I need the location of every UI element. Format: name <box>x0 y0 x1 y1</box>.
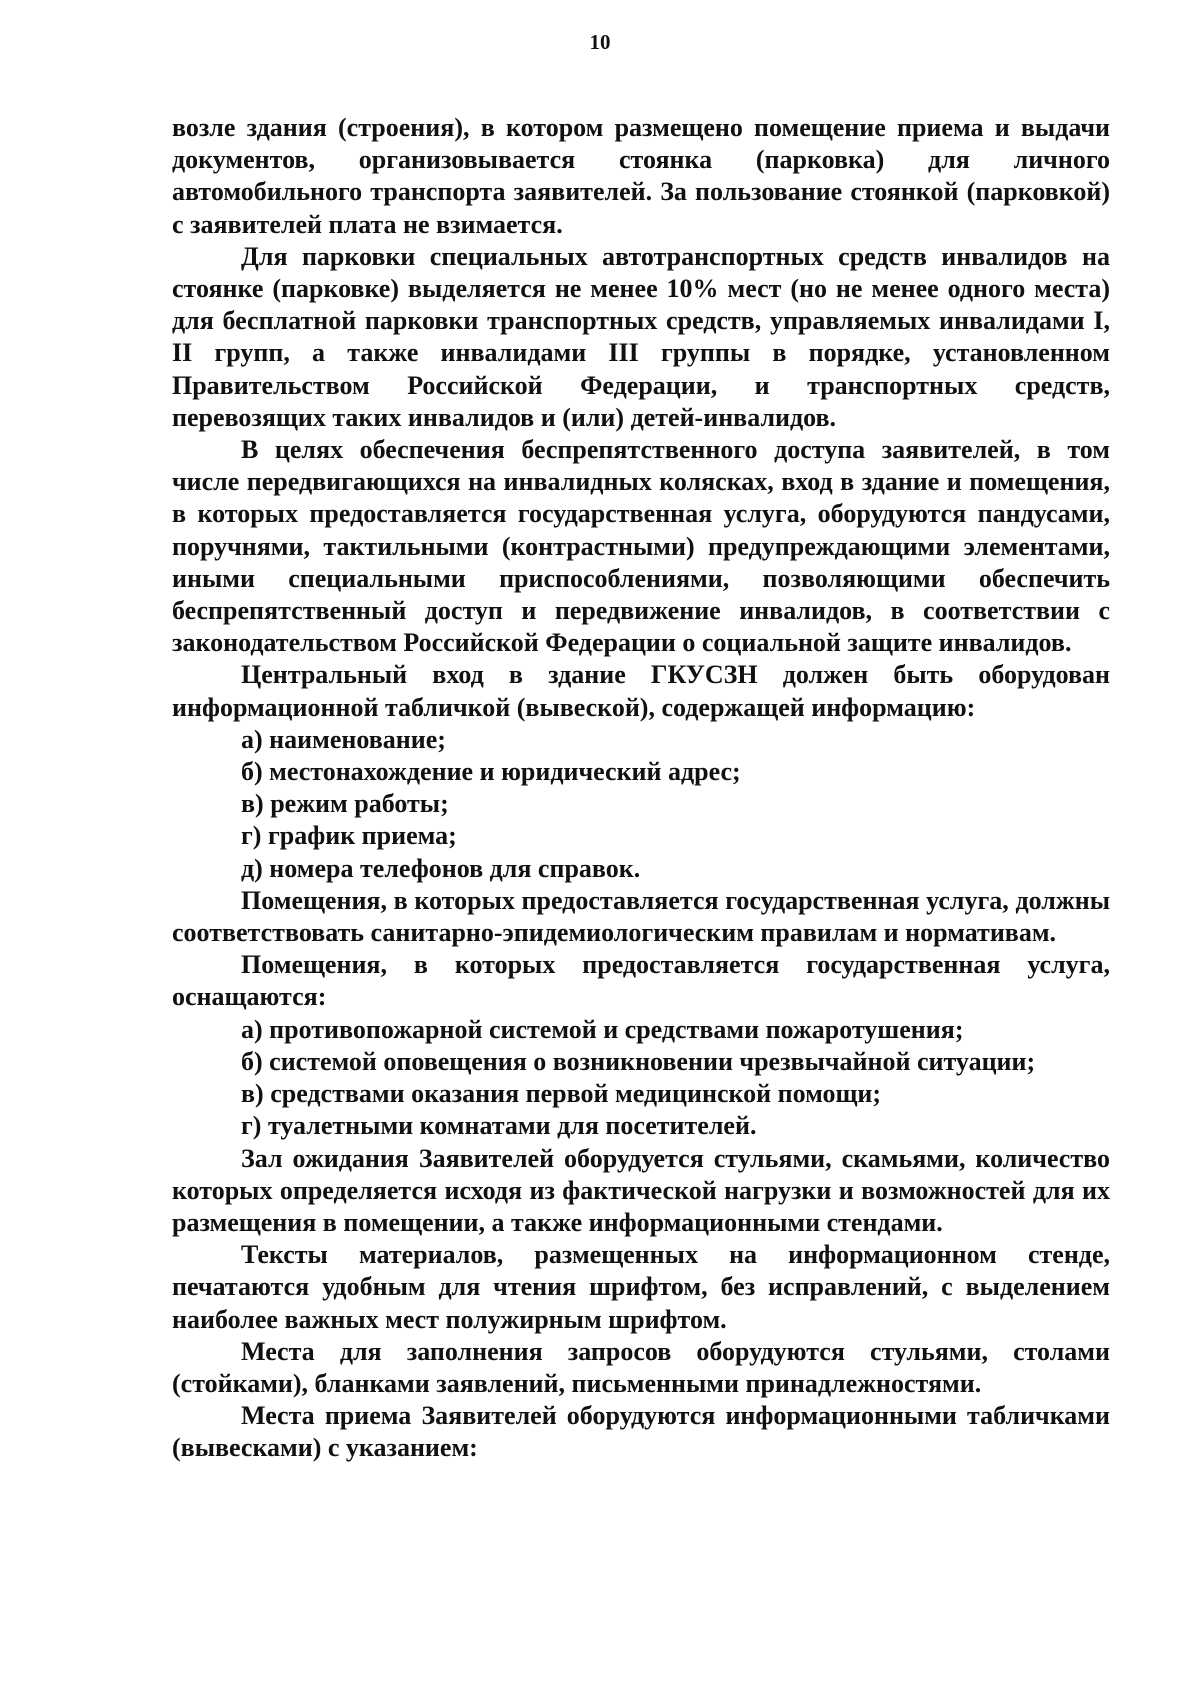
paragraph: Помещения, в которых предоставляется государственная услуга, должны соответствовать санитарно-эпидемиологическим правилам и нормативам. <box>172 885 1110 948</box>
paragraph: Места для заполнения запросов оборудуются стульями, столами (стойками), бланками заявлений, письменными принадлежностями. <box>172 1336 1110 1398</box>
list-item: а) наименование; <box>241 724 446 754</box>
paragraph: возле здания (строения), в котором размещено помещение приема и выдачи документов, организовывается стоянка (парковка) для личного автомобильного транспорта заявителей. За пользование стоянкой (парковкой) с заявителей плата не взимается. <box>172 113 1110 239</box>
paragraph: Места приема Заявителей оборудуются информационными табличками (вывесками) с указанием: <box>172 1401 1110 1463</box>
list-item: а) противопожарной системой и средствами пожаротушения; <box>241 1014 964 1044</box>
list-item: д) номера телефонов для справок. <box>241 853 641 883</box>
list-item: в) режим работы; <box>241 789 449 819</box>
paragraph: Для парковки специальных автотранспортных средств инвалидов на стоянке (парковке) выделяется не менее 10% мест (но не менее одного места) для бесплатной парковки транспортных средств, управляемых инвалидами I, II групп, а также инвалидами III группы в порядке, установленном Правительством Российской Федерации, и транспортных средств, перевозящих таких инвалидов и (или) детей-инвалидов. <box>172 241 1110 432</box>
paragraph: Центральный вход в здание ГКУСЗН должен быть оборудован информационной табличкой (вывеской), содержащей информацию: <box>172 660 1110 722</box>
list-item: б) местонахождение и юридический адрес; <box>241 757 741 787</box>
list-item: г) график приема; <box>241 821 457 851</box>
page-number: 10 <box>589 30 611 54</box>
list-item: в) средствами оказания первой медицинской помощи; <box>241 1079 882 1109</box>
paragraph: Тексты материалов, размещенных на информационном стенде, печатаются удобным для чтения шрифтом, без исправлений, с выделением наиболее важных мест полужирным шрифтом. <box>172 1240 1110 1334</box>
paragraph: Помещения, в которых предоставляется государственная услуга, оснащаются: <box>172 950 1110 1012</box>
list-item: б) системой оповещения о возникновении чрезвычайной ситуации; <box>241 1046 1036 1076</box>
paragraph: Зал ожидания Заявителей оборудуется стульями, скамьями, количество которых определяется исходя из фактической нагрузки и возможностей для их размещения в помещении, а также информационными стендами. <box>172 1143 1110 1237</box>
paragraph: В целях обеспечения беспрепятственного доступа заявителей, в том числе передвигающихся на инвалидных колясках, вход в здание и помещения, в которых предоставляется государственная услуга, оборудуются пандусами, поручнями, тактильными (контрастными) предупреждающими элементами, иными специальными приспособлениями, позволяющими обеспечить беспрепятственный доступ и передвижение инвалидов, в соответствии с законодательством Российской Федерации о социальной защите инвалидов. <box>172 435 1110 658</box>
body-text <box>172 112 1110 1465</box>
list-item: г) туалетными комнатами для посетителей. <box>241 1111 757 1141</box>
